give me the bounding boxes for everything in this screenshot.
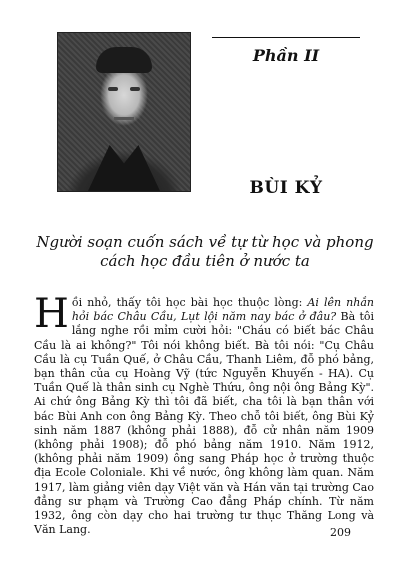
chapter-subtitle: Người soạn cuốn sách về tự từ học và phong cách học đầu tiên ở nước ta: [36, 233, 374, 270]
part-label: Phần II: [252, 46, 320, 65]
paragraph-intro: ồi nhỏ, thấy tôi học bài học thuộc lòng:: [71, 296, 308, 309]
portrait-eye-left: [108, 87, 118, 91]
portrait-collar: [88, 145, 160, 191]
portrait-photo: [57, 32, 191, 192]
portrait-eye-right: [130, 87, 140, 91]
paragraph-body: Bà tôi lắng nghe rồi mỉm cười hỏi: "Cháu có biết bác Châu Cầu là ai không?" Tôi nói không biết. Bà tôi nói: "Cụ Châu Cầu là cụ Tuần Quế, ở Châu Cầu, Thanh Liêm, đỗ phó bảng, bạn thân của cụ Hoàng Vỹ (tức Nguyễn Khuyến - HA). Cụ Tuần Quế là thân sinh cụ Nghè Thứu, ông nội ông Bảng Kỳ". Ai chứ ông Bảng Kỳ thì tôi đã biết, cha tôi là bạn thân với bác Bùi Anh con ông Bảng Kỳ. Theo chỗ tôi biết, ông Bùi Kỷ sinh năm 1887 (không phải 1888), đỗ cử nhân năm 1909 (không phải 1908); đỗ phó bảng năm 1910. Năm 1912, (không phải năm 1909) ông sang Pháp học ở trường thuộc địa Ecole Coloniale. Khi về nước, ông không làm quan. Năm 1917, làm giảng viên dạy Việt văn và Hán văn tại trường Cao đẳng sư phạm và Trường Cao đẳng Pháp chính. Từ năm 1932, ông còn dạy cho hai trường tư thục Thăng Long và Văn Lang.: [34, 310, 375, 537]
body-paragraph: [34, 291, 375, 537]
portrait-mouth: [114, 117, 134, 120]
paragraph-quote: Ai lên nhắn hỏi bác Châu Cầu, Lụt lội năm nay bác ở đâu?: [71, 296, 374, 324]
chapter-title: BÙI KỶ: [249, 178, 323, 198]
portrait-hair: [96, 47, 152, 73]
part-divider: [212, 37, 360, 38]
page-number: 209: [330, 526, 351, 539]
drop-cap: H: [34, 291, 69, 337]
